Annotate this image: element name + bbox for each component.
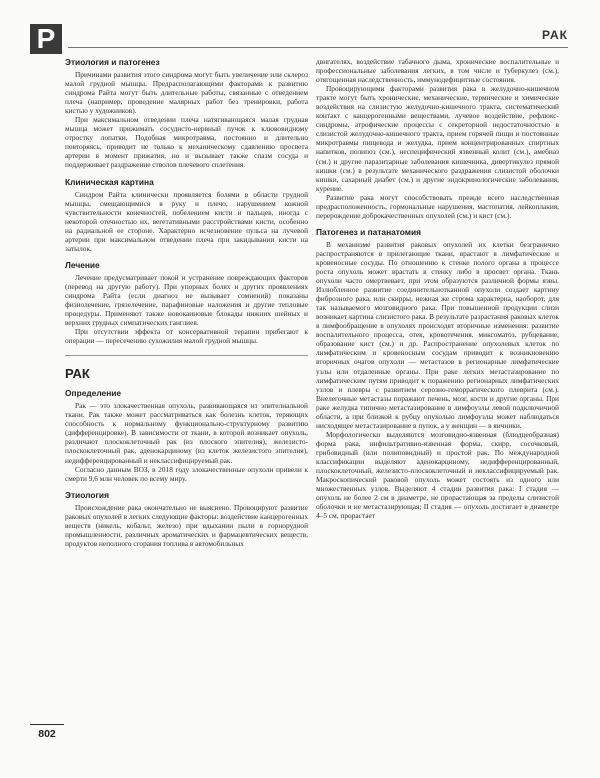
- paragraph: Морфологически выделяются мозговидно-язвенная (блюдцеобразная) форма рака, инфильтративно-язвенная форма, скирр, сосочковый, грибовидный (или полиповидный) и простой рак. По международной классификации выделяют аденокарциному, недифференцированный, плоскоклеточный, железисто-плоскоклеточный и неклассифицируемый рак. Макроскопический раковой опухоль может состоять из одного или множественных узлов. Выделяют 4 стадии развития рака: I стадия — опухоль не более 2 см в диаметре, не прорастающая за пределы слизистой оболочки и не метастазирующая; II стадия — опухоль достигает в диаметре 4–5 см, прорастает: [316, 429, 559, 521]
- running-head: РАК: [542, 28, 568, 42]
- section-divider: [65, 355, 308, 356]
- cancer-etiology-heading: Этиология: [65, 489, 109, 500]
- header-rule: [68, 47, 568, 48]
- paragraph: В механизме развития раковых опухолей их клетки безгранично распространяются в прилегающие ткани, врастают в лимфатические и кровеносные сосуды. По отношению к стенке полого органа в процессе роста опухоль может врастать в стенку либо в просвет органа. Ткань опухоли часто омертвевает, при этом образуются различной формы язвы. Излюбленное развитие соединительнотканной опухоли создает картину фиброзного рака, или скирры, нежная же строма характерна, наоборот, для так называемого мозговидного рака. При повышенной продукции слизи возникает картина слизистого рака. В результате разрастания раковых клеток в лимфообращение в опухолях происходят вторичные изменения: развитие воспалительного процесса, отек, кровотечения, миксоматоз, рубцевание, образование кист (см.) и др. Распространение опухолевых клеток по лимфатическим и кровеносным сосудам приводит к возникновению вторичных очагов опухоли — метастазов в регионарные лимфатические узлы или отдаленные органы. При раке легких метастазирование по лимфатическим путям приводит к поражению регионарных лимфатических узлов и плевры с развитием серозно-геморрагического плеврита (см.). Внелегочные метастазы поражают печень, мозг, кости и другие органы. При раке желудка типично метастазирование в лимфоузлы левой подключичной области, а при близкой к рубцу опухолью лимфоузлы может наблюдаться нисходящее метастазирование в пупок, а у женщин — в яичники.: [316, 239, 559, 430]
- paragraph: Причинами развития этого синдрома могут быть увеличение или склероз малой грудной мышцы. Предрасполагающими факторами к развитию синдрома Райта могут быть длительные работы, связанные с отведением плеча (например, проведение малярных работ без тренировки, работа кистью у художников).: [65, 70, 308, 116]
- etiology-pathogenesis-heading: Этиология и патогенез: [65, 57, 160, 67]
- paragraph: двигателях, воздействие табачного дыма, хронические воспалительные и профессиональные заболевания легких, в том числе и туберкулез (см.), отягощенная наследственность, иммунодефицитные состояния.: [316, 57, 559, 85]
- treatment-heading: Лечение: [65, 259, 100, 270]
- paragraph: Развитие рака могут способствовать прежде всего наследственная предрасположенность, гормональные нарушения, мастопатия, лейкоплакия, перерождение доброкачественных опухолей (см.) и кист (см.).: [316, 192, 559, 220]
- paragraph: Провоцирующими факторами развития рака в желудочно-кишечном тракте могут быть хронические, механические, термические и химические воздействия на слизистую желудочно-кишечного тракта, систематический контакт с канцерогенными веществами, лучевое воздействие, рефлюкс-синдромы, атрофические процессы с секреторной недостаточностью в слизистой желудочно-кишечного тракта, прием горячей пищи и постоянные микротравмы пищевода и желудка, прием концентрированных спиртных напитков, полипоз (см.), неспецифический язвенный колит (см.), амебиаз (см.) и другие паразитарные заболевания кишечника, дивертикулез прямой кишки (см.) в результате механического раздражения слизистой оболочки кишки, сахарный диабет (см.) и другие эндокринологические заболевания, курение.: [316, 84, 559, 193]
- section-letter-tab: Р: [30, 24, 62, 54]
- paragraph: При отсутствии эффекта от консервативной терапии прибегают к операции — пересечению сухожилия малой грудной мышцы.: [65, 327, 308, 346]
- paragraph: Происхождение рака окончательно не выяснено. Провоцируют развитие раковых опухолей в легких следующие факторы: воздействие канцерогенных веществ (никель, кобальт, железо) при вдыхании пыли в горнорудной промышленности, различных ароматических и фармацевтических веществ, продуктов неполного сгорания топлива в автомобильных: [65, 502, 308, 548]
- paragraph: Лечение предусматривает покой и устранение повреждающих факторов (перевод на другую работу). При упорных болях и других проявлениях синдрома Райта (если диагноз не вызывает сомнений) показаны физиолечение, грязелечение, парафиновые наложения и другие тепловые процедуры. Применяют также новокаиновые блокады нижних шейных и верхних грудных симпатических ганглиев.: [65, 272, 308, 328]
- article-title: РАК: [65, 366, 90, 382]
- definition-heading: Определение: [65, 388, 122, 399]
- right-column: [316, 57, 559, 520]
- paragraph: Рак — это злокачественная опухоль, развивающаяся из эпителиальной ткани. Рак также может рассматриваться как болезнь клеток, теряющих способность к нормальному функционально-структурному развитию (дифференцировке). В зависимости от ткани, в которой возникает опухоль, различают плоскоклеточный рак (из плоского эпителия), железисто-плоскоклеточный рак, аденокарциному (из клеток железистого эпителия), недифференцированный и неклассифицируемый рак.: [65, 401, 308, 465]
- page-header: [0, 0, 600, 56]
- paragraph: Синдром Райта клинически проявляется болями в области грудной мышцы, смещающимися в руку и плечо, нарушением кожной чувствительности конечностей, побелением кисти и пальцев, иногда с некоторой отечностью их, вегетативными расстройствами кисти, особенно на радиальной ее стороне. Характерно исчезновение пульса на лучевой артерии при максимальном отведении плеча при закидывании кисти на затылок.: [65, 189, 308, 253]
- paragraph: При максимальном отведении плеча натягивающаяся малая грудная мышца может прижимать сосудисто-нервный пучок к клювовидному отростку лопатки. Подобная микротравма, постоянно и длительно повторяясь, приводит не только к механическому сдавлению просвета артерии в момент прижатия, но и вызывает также спазм сосуда и поддерживает раздражение стволов плечевого сплетения.: [65, 115, 308, 170]
- clinical-picture-heading: Клиническая картина: [65, 176, 154, 187]
- left-column: [65, 57, 308, 548]
- pathogenesis-heading: Патогенез и патанатомия: [316, 226, 422, 237]
- paragraph: Согласно данным ВОЗ, в 2018 году злокачественные опухоли привели к смерти 9,6 млн человек по всему миру.: [65, 464, 308, 483]
- page-number: 802: [30, 724, 64, 741]
